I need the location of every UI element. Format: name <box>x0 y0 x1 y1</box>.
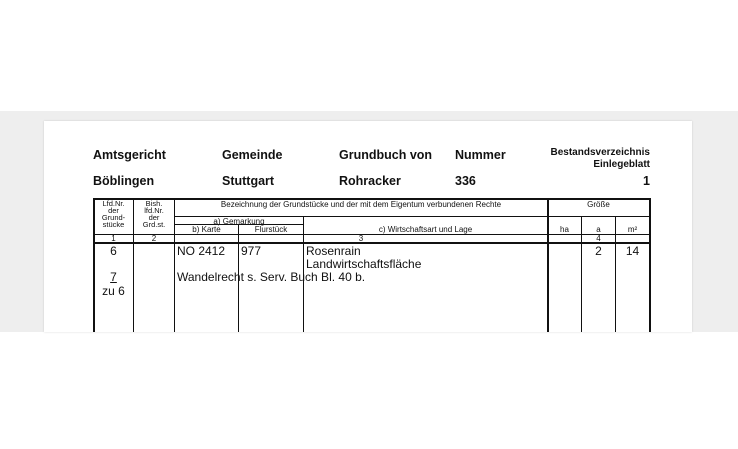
col-a: a <box>596 225 601 234</box>
number-value: 336 <box>455 174 476 188</box>
row-1-m2: 14 <box>625 244 640 258</box>
table-right-border <box>649 198 651 332</box>
row-1-lage: Rosenrain <box>306 244 361 258</box>
col-number-4: 4 <box>596 234 601 243</box>
number-label: Nummer <box>455 148 506 162</box>
row-2-lfd-ref: zu 6 <box>102 284 125 298</box>
row-1-wirtschaftsart: Landwirtschaftsfläche <box>306 257 422 271</box>
row-1-karte: NO 2412 <box>177 244 226 258</box>
col-gemarkung: a) Gemarkung <box>213 217 265 226</box>
sheet-number: 1 <box>643 174 650 188</box>
register-label: Grundbuch von <box>339 148 433 162</box>
municipality-value: Stuttgart <box>222 174 275 188</box>
col-number-2: 2 <box>151 234 157 243</box>
doc-type-2: Einlegeblatt <box>593 159 650 170</box>
row-1-flurstueck: 977 <box>241 244 262 258</box>
col-groesse: Größe <box>587 200 610 209</box>
col-number-3: 3 <box>358 234 364 243</box>
row-2-lfd-nr: 7 <box>110 270 117 284</box>
court-value: Böblingen <box>93 174 155 188</box>
document-page <box>44 121 692 332</box>
col-lfd-nr: Lfd.Nr. der Grund- stücke <box>101 199 126 229</box>
col-flurstueck: Flurstück <box>254 225 288 234</box>
col-karte: b) Karte <box>192 225 221 234</box>
court-label: Amtsgericht <box>93 148 166 162</box>
col-bisherige-nr: Bish. lfd.Nr. der Grd.st. <box>142 199 166 229</box>
col-wirtschaftsart: c) Wirtschaftsart und Lage <box>378 225 473 234</box>
col-m2: m² <box>627 225 638 234</box>
col-number-1: 1 <box>111 234 116 243</box>
municipality-label: Gemeinde <box>222 148 283 162</box>
row-2-recht: Wandelrecht s. Serv. Buch Bl. 40 b. <box>177 270 366 284</box>
doc-type-1: Bestandsverzeichnis <box>550 147 650 158</box>
row-1-ar: 2 <box>595 244 602 258</box>
col-ha: ha <box>560 225 569 234</box>
register-value: Rohracker <box>339 174 401 188</box>
row-1-lfd-nr: 6 <box>110 244 117 258</box>
col-description: Bezeichnung der Grundstücke und der mit dem Eigentum verbundenen Rechte <box>220 200 502 209</box>
col-divider <box>547 198 549 332</box>
